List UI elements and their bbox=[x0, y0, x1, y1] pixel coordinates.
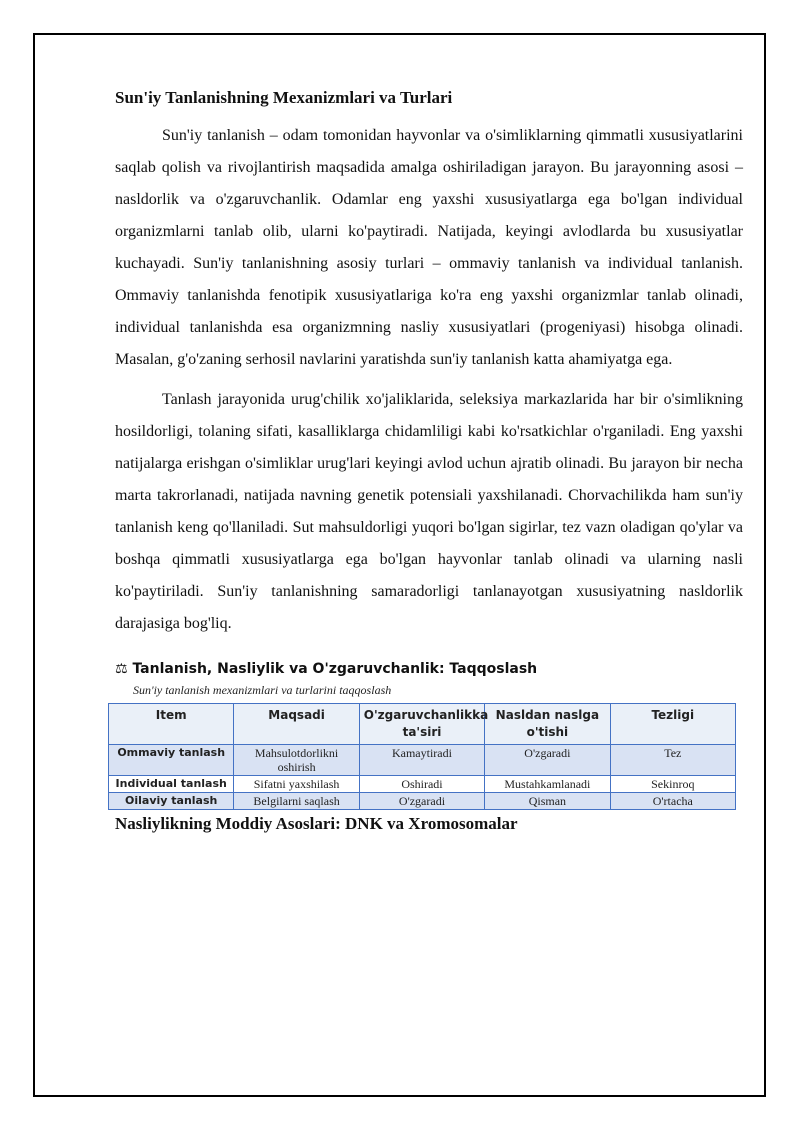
table-cell: O'zgaradi bbox=[485, 745, 610, 776]
column-header: Item bbox=[109, 704, 234, 745]
table-title bbox=[115, 658, 743, 680]
table-row bbox=[109, 776, 736, 793]
row-header: Ommaviy tanlash bbox=[109, 745, 234, 776]
table-cell: Sekinroq bbox=[610, 776, 735, 793]
table-row bbox=[109, 745, 736, 776]
table-cell: Oshiradi bbox=[359, 776, 484, 793]
column-header: Maqsadi bbox=[234, 704, 359, 745]
table-cell: O'zgaradi bbox=[359, 793, 484, 810]
table-subtitle: Sun'iy tanlanish mexanizmlari va turlarini taqqoslash bbox=[133, 683, 392, 697]
row-header: Oilaviy tanlash bbox=[109, 793, 234, 810]
scales-icon: ⚖ bbox=[115, 661, 128, 677]
column-header: O'zgaruvchanlikka ta'siri bbox=[359, 704, 484, 745]
paragraph: Tanlash jarayonida urug'chilik xo'jaliklarida, seleksiya markazlarida har bir o'simlikning hosildorligi, tolaning sifati, kasalliklarga chidamliligi kabi ko'rsatkichlar o'rganiladi. Eng yaxshi natijalarga erishgan o'simliklar urug'lari keyingi avlod uchun ajratib olinadi. Bu jarayon bir necha marta takrorlanadi, natijada navning genetik potensiali yaxshilanadi. Chorvachilikda ham sun'iy tanlanish keng qo'llaniladi. Sut mahsuldorligi yuqori bo'lgan sigirlar, tez vazn oladigan qo'ylar va boshqa qimmatli xususiyatlarga ega bo'lgan hayvonlar tanlab olinadi va ularning nasli ko'paytiriladi. Sun'iy tanlanishning samaradorligi tanlanayotgan xususiyatning nasldorlik darajasiga bog'liq. bbox=[115, 391, 743, 632]
comparison-table bbox=[108, 703, 736, 810]
table-title-text: Tanlanish, Nasliylik va O'zgaruvchanlik: Taqqoslash bbox=[132, 661, 538, 677]
table-cell: Mustahkamlanadi bbox=[485, 776, 610, 793]
table-cell: Qisman bbox=[485, 793, 610, 810]
section-heading: Nasliylikning Moddiy Asoslari: DNK va Xromosomalar bbox=[115, 814, 518, 833]
table-header-row bbox=[109, 704, 736, 745]
table-cell: Mahsulotdorlikni oshirish bbox=[234, 745, 359, 776]
column-header: Nasldan naslga o'tishi bbox=[485, 704, 610, 745]
document-body bbox=[115, 84, 743, 838]
table-cell: O'rtacha bbox=[610, 793, 735, 810]
row-header: Individual tanlash bbox=[109, 776, 234, 793]
column-header: Tezligi bbox=[610, 704, 735, 745]
table-cell: Belgilarni saqlash bbox=[234, 793, 359, 810]
table-row bbox=[109, 793, 736, 810]
paragraph: Sun'iy tanlanish – odam tomonidan hayvonlar va o'simliklarning qimmatli xususiyatlarini saqlab qolish va rivojlantirish maqsadida amalga oshiriladigan jarayon. Bu jarayonning asosi – nasldorlik va o'zgaruvchanlik. Odamlar eng yaxshi xususiyatlarga ega bo'lgan individual organizmlarni tanlab olib, ularni ko'paytiradi. Natijada, keyingi avlodlarda bu xususiyatlar kuchayadi. Sun'iy tanlanishning asosiy turlari – ommaviy tanlanish va individual tanlanish. Ommaviy tanlanishda fenotipik xususiyatlariga ko'ra eng yaxshi organizmlar tanlab olinadi, individual tanlanishda esa organizmning nasliy xususiyatlari (progeniyasi) hisobga olinadi. Masalan, g'o'zaning serhosil navlarini yaratishda sun'iy tanlanish katta ahamiyatga ega. bbox=[115, 127, 743, 368]
table-cell: Sifatni yaxshilash bbox=[234, 776, 359, 793]
table-cell: Kamaytiradi bbox=[359, 745, 484, 776]
section-heading: Sun'iy Tanlanishning Mexanizmlari va Turlari bbox=[115, 88, 453, 107]
table-cell: Tez bbox=[610, 745, 735, 776]
